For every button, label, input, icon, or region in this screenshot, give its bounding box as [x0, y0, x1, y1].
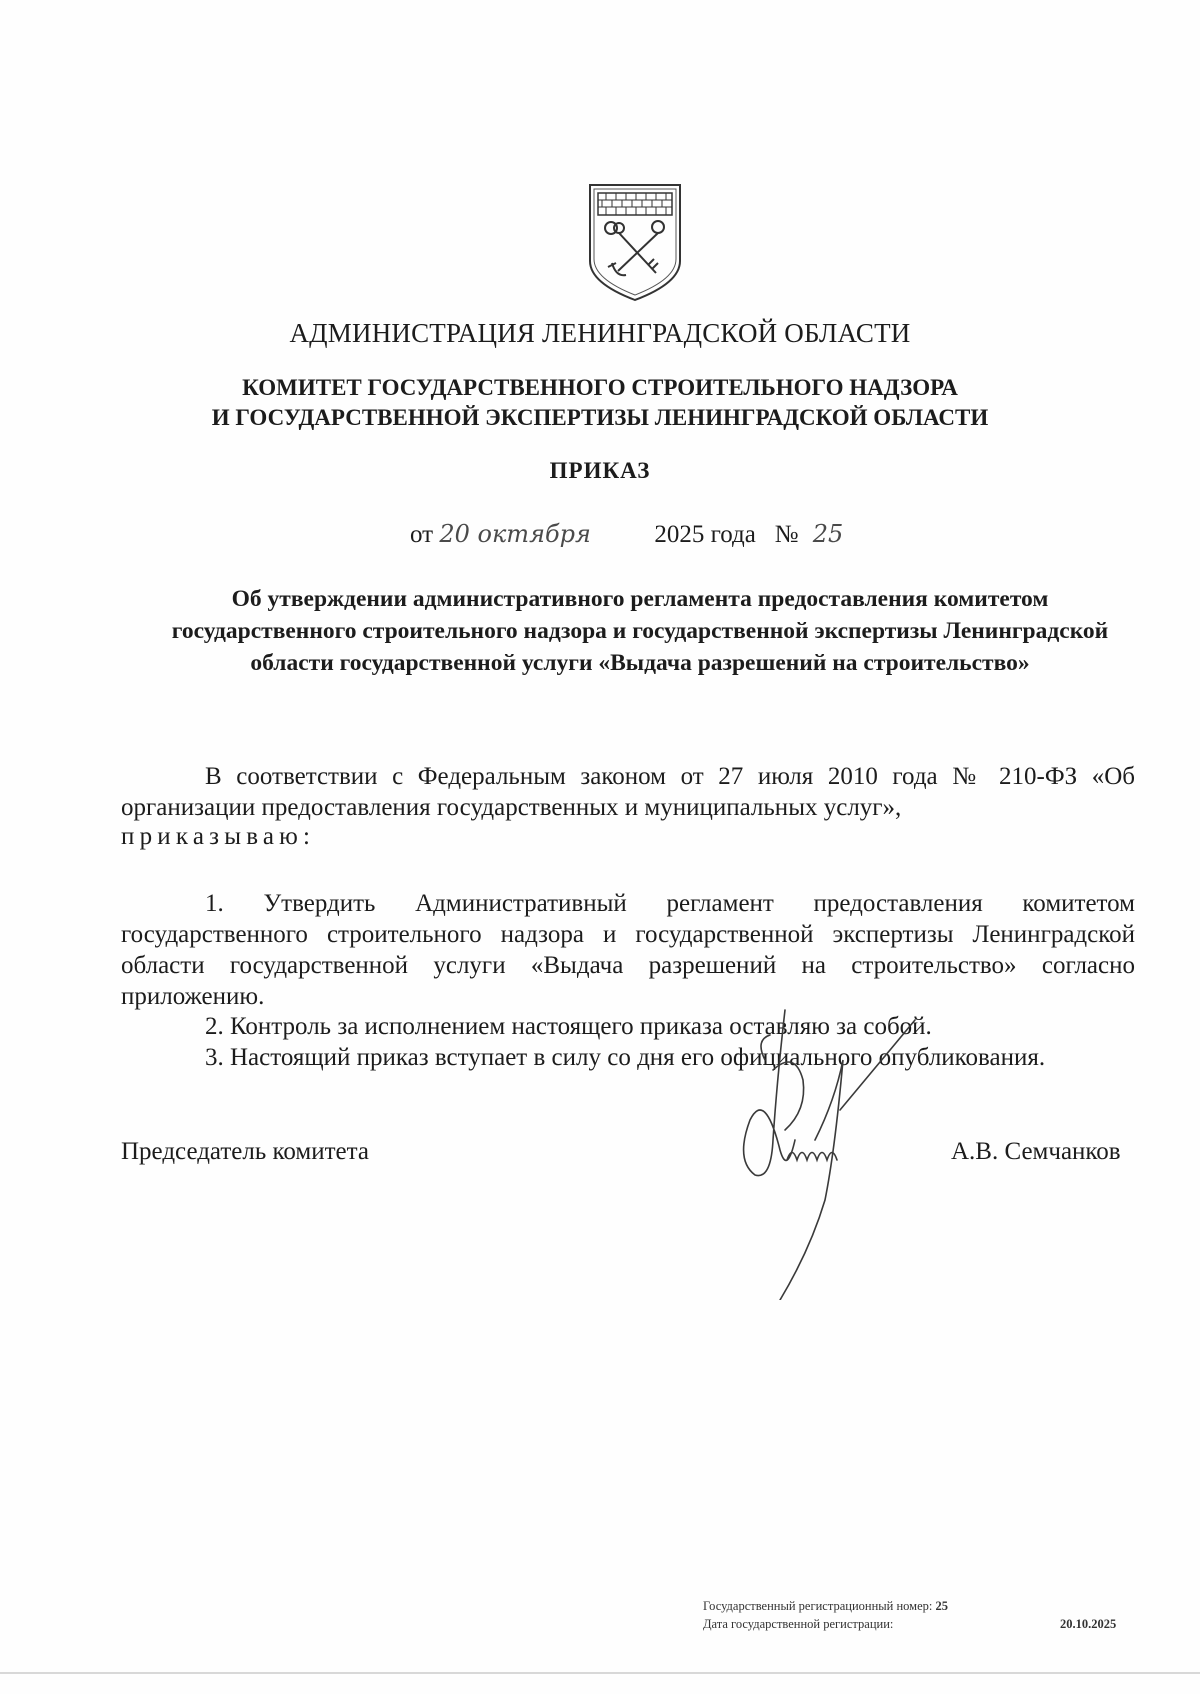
- scan-bottom-edge: [0, 1672, 1200, 1674]
- committee-name-line-1: КОМИТЕТ ГОСУДАРСТВЕННОГО СТРОИТЕЛЬНОГО НАДЗОРА: [242, 375, 958, 400]
- registration-number-label: Государственный регистрационный номер:: [703, 1599, 933, 1613]
- order-item-1: 1. Утвердить Административный регламент предоставления комитетом государственного строительного надзора и государственной экспертизы Ленинградской области государственной услуги «Выдача разрешений на строительство» согласно приложению.: [121, 890, 1135, 1010]
- number-sign: №: [774, 521, 799, 548]
- order-item-3: 3. Настоящий приказ вступает в силу со дня его официального опубликования.: [205, 1044, 1046, 1071]
- organization-name: АДМИНИСТРАЦИЯ ЛЕНИНГРАДСКОЙ ОБЛАСТИ: [289, 318, 911, 348]
- intro-paragraph: В соответствии с Федеральным законом от 27 июля 2010 года № 210-ФЗ «Об организации предоставления государственных и муниципальных услуг»,: [121, 763, 1135, 821]
- date-year: 2025 года: [654, 521, 756, 548]
- committee-name-line-2: И ГОСУДАРСТВЕННОЙ ЭКСПЕРТИЗЫ ЛЕНИНГРАДСКОЙ ОБЛАСТИ: [211, 405, 989, 430]
- registration-number-value: 25: [935, 1599, 948, 1613]
- date-prefix: от: [410, 521, 434, 548]
- signatory-title: Председатель комитета: [121, 1138, 369, 1165]
- registration-stamp: [703, 1597, 1116, 1633]
- registration-date-label: Дата государственной регистрации:: [703, 1617, 894, 1631]
- order-item-2: 2. Контроль за исполнением настоящего приказа оставляю за собой.: [205, 1013, 932, 1040]
- registration-date-value: 20.10.2025: [1060, 1617, 1117, 1631]
- leningrad-oblast-coat-of-arms-icon: [586, 183, 684, 303]
- signatory-name: А.В. Семчанков: [951, 1138, 1121, 1165]
- handwritten-date: 20 октября: [439, 520, 591, 548]
- document-subject: Об утверждении административного регламента предоставления комитетом государственного строительного надзора и государственной экспертизы Ленинградской области государственной услуги «Выдача разрешений на строительство»: [171, 586, 1109, 676]
- document-type: ПРИКАЗ: [549, 458, 651, 483]
- date-number-line: [410, 520, 843, 549]
- order-word: приказываю:: [121, 823, 316, 850]
- handwritten-number: 25: [812, 520, 844, 548]
- committee-name: [0, 373, 1200, 433]
- handwritten-signature-icon: [725, 1000, 965, 1300]
